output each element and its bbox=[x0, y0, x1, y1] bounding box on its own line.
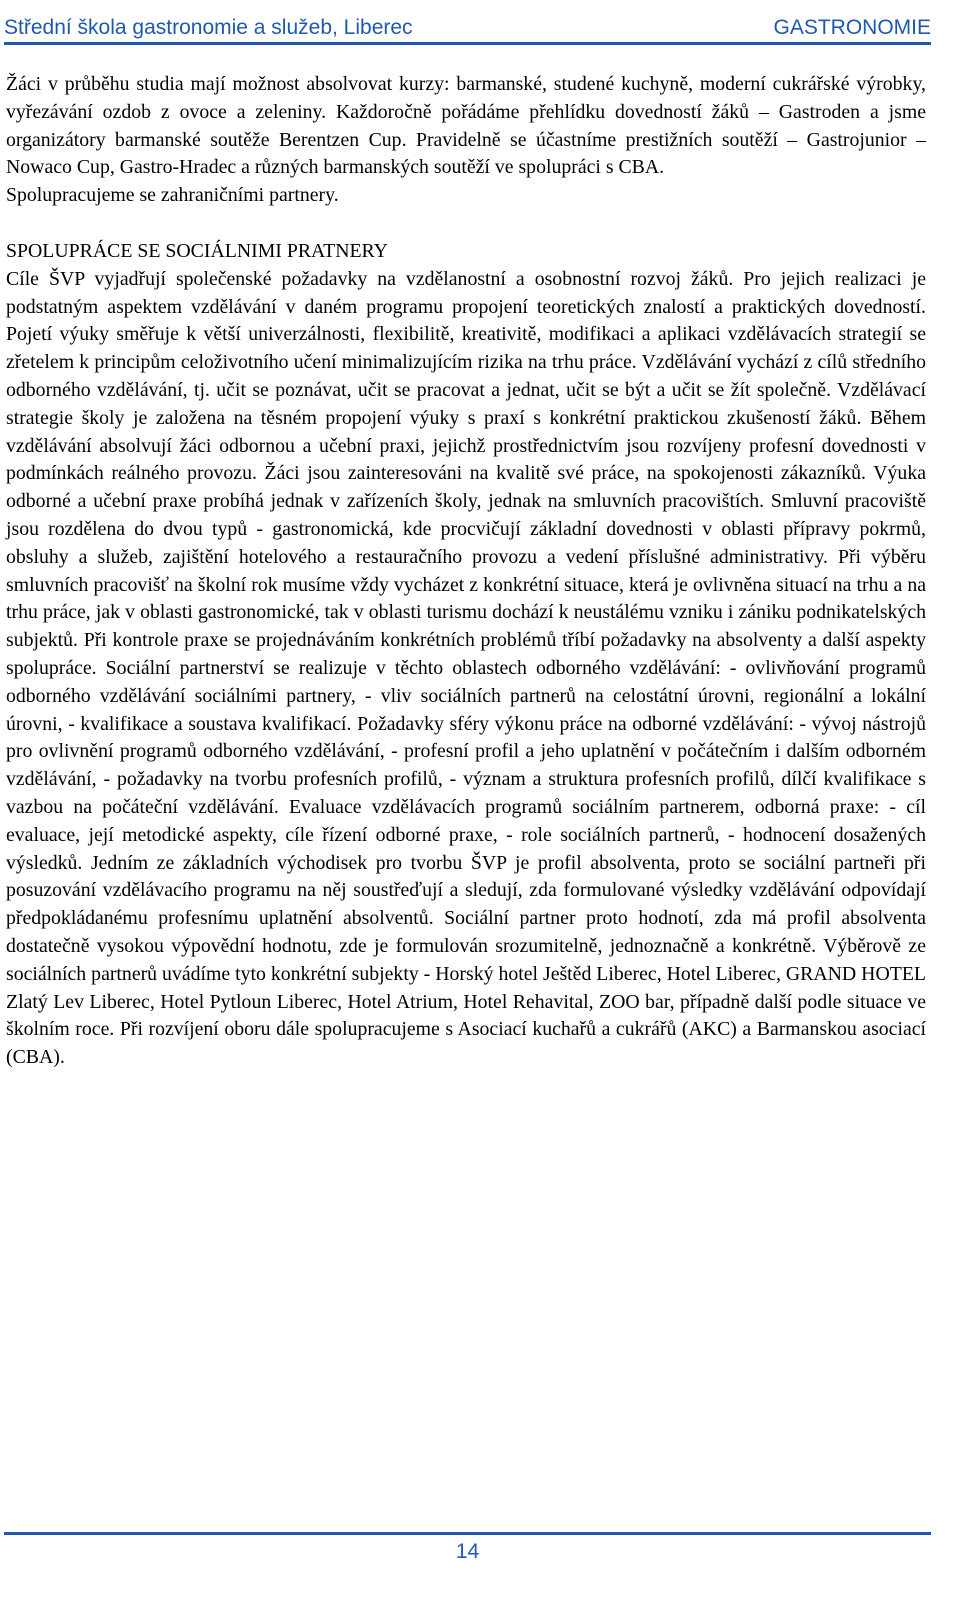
page-number: 14 bbox=[455, 1540, 480, 1563]
document-body bbox=[6, 71, 926, 1072]
section-name: GASTRONOMIE bbox=[773, 16, 931, 39]
header-divider bbox=[4, 42, 931, 45]
main-paragraph: Cíle ŠVP vyjadřují společenské požadavky na vzdělanostní a osobnostní rozvoj žáků. Pro jejich realizaci je podstatným aspektem vzdělávání v daném programu propojení teoretických znalostí a praktických dovedností. Pojetí výuky směřuje k větší univerzálnosti, flexibilitě, kreativitě, modifikaci a aplikaci vzdělávacích strategií se zřetelem k principům celoživotního učení minimalizujícím rizika na trhu práce. Vzdělávání vychází z cílů středního odborného vzdělávání, tj. učit se poznávat, učit se pracovat a jednat, učit se být a učit se žít společně. Vzdělávací strategie školy je založena na těsném propojení výuky s praxí s konkrétní praktickou zkušeností žáků. Během vzdělávání absolvují žáci odbornou a učební praxi, jejichž prostřednictvím jsou rozvíjeny profesní dovednosti v podmínkách reálného provozu. Žáci jsou zainteresováni na kvalitě své práce, na spokojenosti zákazníků. Výuka odborné a učební praxe probíhá jednak v zařízeních školy, jednak na smluvních pracovištích. Smluvní pracoviště jsou rozdělena do dvou typů - gastronomická, kde procvičují základní dovednosti v oblasti přípravy pokrmů, obsluhy a služeb, zajištění hotelového a restauračního provozu a vedení příslušné administrativy. Při výběru smluvních pracovišť na školní rok musíme vždy vycházet z konkrétní situace, která je ovlivněna situací na trhu a na trhu práce, jak v oblasti gastronomické, tak v oblasti turismu dochází k neustálému vzniku i zániku podnikatelských subjektů. Při kontrole praxe se projednáváním konkrétních problémů tříbí požadavky na absolventy a další aspekty spolupráce. Sociální partnerství se realizuje v těchto oblastech odborného vzdělávání: - ovlivňování programů odborného vzdělávání sociálními partnery, - vliv sociálních partnerů na celostátní úrovni, regionální a lokální úrovni, - kvalifikace a soustava kvalifikací. Požadavky sféry výkonu práce na odborné vzdělávání: - vývoj nástrojů pro ovlivnění programů odborného vzdělávání, - profesní profil a jeho uplatnění v počátečním i dalším odborném vzdělávání, - požadavky na tvorbu profesních profilů, - význam a struktura profesních profilů, dílčí kvalifikace s vazbou na počáteční vzdělávání. Evaluace vzdělávacích programů sociálním partnerem, odborná praxe: - cíl evaluace, její metodické aspekty, cíle řízení odborné praxe, - role sociálních partnerů, - hodnocení dosažených výsledků. Jedním ze základních východisek pro tvorbu ŠVP je profil absolventa, proto se sociální partneři při posuzování vzdělávacího programu na něj soustřeďují a sledují, zda formulované výsledky vzdělávání odpovídají předpokládanému profesnímu uplatnění absolventů. Sociální partner proto hodnotí, zda má profil absolventa dostatečně vysokou výpovědní hodnotu, zde je formulován srozumitelně, jednoznačně a konkrétně. Výběrově ze sociálních partnerů uvádíme tyto konkrétní subjekty - Horský hotel Ještěd Liberec, Hotel Liberec, GRAND HOTEL Zlatý Lev Liberec, Hotel Pytloun Liberec, Hotel Atrium, Hotel Rehavital, ZOO bar, případně další podle situace ve školním roce. Při rozvíjení oboru dále spolupracujeme s Asociací kuchařů a cukrářů (AKC) a Barmanskou asociací (CBA). bbox=[6, 267, 926, 1069]
section-heading: SPOLUPRÁCE SE SOCIÁLNIMI PRATNERY bbox=[6, 239, 388, 262]
school-name: Střední škola gastronomie a služeb, Liberec bbox=[4, 16, 413, 39]
intro-paragraph: Žáci v průběhu studia mají možnost absolvovat kurzy: barmanské, studené kuchyně, moderní cukrářské výrobky, vyřezávání ozdob z ovoce a zeleniny. Každoročně pořádáme přehlídku dovedností žáků – Gastroden a jsme organizátory barmanské soutěže Berentzen Cup. Pravidelně se účastníme prestižních soutěží – Gastrojunior – Nowaco Cup, Gastro-Hradec a různých barmanských soutěží ve spolupráci s CBA. bbox=[6, 73, 926, 179]
page-header bbox=[4, 4, 931, 40]
footer-divider bbox=[4, 1532, 931, 1535]
partners-sentence: Spolupracujeme se zahraničními partnery. bbox=[6, 184, 339, 207]
